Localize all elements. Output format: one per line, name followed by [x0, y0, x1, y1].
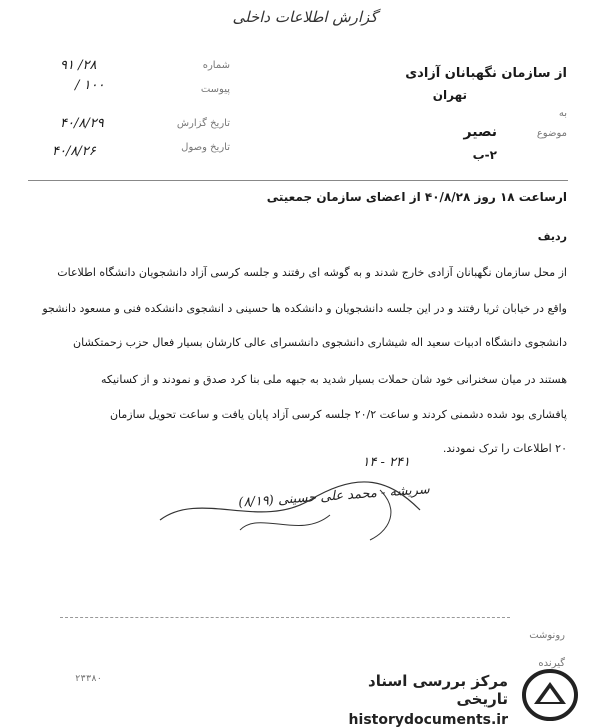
body-intro: ارساعت ۱۸ روز ۴۰/۸/۲۸ از اعضای سازمان جمعیتی: [266, 190, 567, 204]
signature-scribble: [140, 470, 440, 550]
archive-name: مرکز بررسی اسناد تاریخی: [368, 672, 508, 708]
body-line: دانشجوی دانشگاه ادبیات سعید اله شیشاری دانشجوی دانشسرای عالی کارشان بسیار فعال حزب زحمتکشان: [73, 336, 567, 349]
subject-value: نصیر: [463, 124, 497, 140]
body-line: از محل سازمان نگهبانان آزادی خارج شدند و به گوشه ای رفتند و جلسه کرسی آزاد دانشجویان دانشگاه اطلاعات: [57, 266, 567, 279]
signature-number: ۲۴۱ - ۱۴: [362, 455, 410, 470]
body-line: پافشاری بود شده دشمنی کردند و ساعت ۲۰/۲ جلسه کرسی آزاد پایان یافت و ساعت تحویل سازمان: [109, 408, 567, 421]
recipient-block: [337, 66, 567, 168]
letterhead-title: گزارش اطلاعات داخلی: [232, 8, 378, 26]
receipt-label: تاریخ وصول: [181, 142, 230, 153]
recipient-city: تهران: [432, 88, 467, 102]
date-value: ۴۰/۸/۲۹: [60, 116, 104, 131]
signature-text: سریشه - محمد علی حسینی (۸/۱۹): [237, 482, 431, 511]
recipient-code: ۲-ب: [472, 148, 497, 162]
body-line: ۲۰ اطلاعات را ترک نمودند.: [442, 442, 567, 455]
archive-watermark: [318, 672, 508, 728]
attachment-label: پیوست: [200, 84, 230, 95]
number-value-2: ۱۰۰ /: [75, 78, 105, 93]
number-label: شماره: [202, 60, 230, 71]
header-divider: [28, 180, 568, 181]
meta-block: [52, 58, 230, 160]
body-salutation: ردیف: [537, 230, 567, 243]
archive-logo-icon: [520, 668, 580, 722]
reference-number: ۲۳۳۸۰: [75, 674, 103, 684]
number-value: ۲۸/ ۹۱: [60, 58, 97, 73]
subject-label: موضوع: [536, 128, 567, 139]
copy-label: رونوشت: [529, 630, 565, 641]
recipient-line2: به: [558, 108, 567, 119]
date-label: تاریخ گزارش: [176, 118, 230, 129]
archive-url: historydocuments.ir: [348, 712, 508, 728]
receiver-label: گیرنده: [538, 658, 565, 669]
body-line: واقع در خیابان ثریا رفتند و در این جلسه دانشجویان و دانشکده ها حسینی د انشجوی دانشکده فنی و مسعود دانشجو: [42, 302, 567, 315]
receipt-value: ۴۰/۸/۲۶: [52, 144, 96, 159]
footer-divider: [60, 617, 510, 618]
recipient-to: از سازمان نگهبانان آزادی: [405, 66, 567, 81]
body-line: هستند در میان سخنرانی خود شان حملات بسیار شدید به جبهه ملی بنا کرد صدق و نمودند و از کسانیکه: [100, 373, 567, 386]
